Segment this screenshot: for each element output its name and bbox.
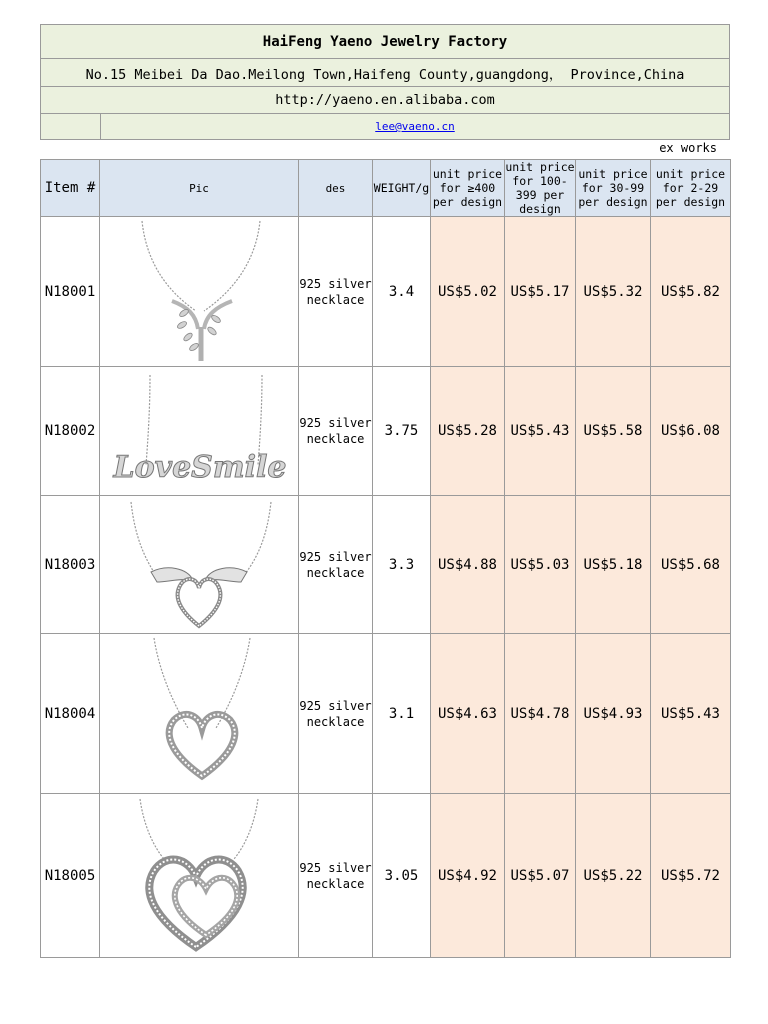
- price-2: US$6.08: [651, 367, 731, 496]
- leaf-branch-necklace-image: [124, 219, 274, 365]
- price-30: US$5.58: [576, 367, 651, 496]
- price-30: US$5.22: [576, 794, 651, 958]
- product-weight: 3.3: [373, 496, 431, 634]
- email-cell: [101, 114, 730, 140]
- price-2: US$5.72: [651, 794, 731, 958]
- product-image-cell: [100, 367, 299, 496]
- item-number: N18001: [41, 217, 100, 367]
- price-2: US$5.82: [651, 217, 731, 367]
- product-weight: 3.1: [373, 634, 431, 794]
- product-weight: 3.75: [373, 367, 431, 496]
- price-400: US$4.63: [431, 634, 505, 794]
- header-price-400: unit price for ≥400 per design: [431, 160, 505, 217]
- table-row: [41, 634, 731, 794]
- table-header-row: [41, 160, 731, 217]
- love-smile-necklace-image: [113, 369, 287, 493]
- product-image-cell: [100, 496, 299, 634]
- price-2: US$5.68: [651, 496, 731, 634]
- product-weight: 3.05: [373, 794, 431, 958]
- double-heart-necklace-image: [124, 797, 274, 955]
- product-image-cell: [100, 217, 299, 367]
- price-2: US$5.43: [651, 634, 731, 794]
- price-30: US$4.93: [576, 634, 651, 794]
- header-price-30: unit price for 30-99 per design: [576, 160, 651, 217]
- email-link[interactable]: lee@vaeno.cn: [375, 120, 455, 133]
- price-100: US$5.03: [505, 496, 576, 634]
- header-price-2: unit price for 2-29 per design: [651, 160, 731, 217]
- email-label-cell: [41, 114, 101, 140]
- table-row: [41, 217, 731, 367]
- product-description: 925 silver necklace: [299, 217, 373, 367]
- company-name: HaiFeng Yaeno Jewelry Factory: [41, 25, 730, 59]
- header-price-100: unit price for 100-399 per design: [505, 160, 575, 216]
- product-image-cell: [100, 794, 299, 958]
- header-item: Item #: [41, 160, 100, 217]
- item-number: N18005: [41, 794, 100, 958]
- product-description: 925 silver necklace: [299, 634, 373, 794]
- price-400: US$4.92: [431, 794, 505, 958]
- price-400: US$5.28: [431, 367, 505, 496]
- product-image-cell: [100, 634, 299, 794]
- item-number: N18004: [41, 634, 100, 794]
- price-100: US$5.43: [505, 367, 576, 496]
- winged-heart-necklace-image: [121, 498, 277, 632]
- header-pic: Pic: [100, 160, 299, 217]
- header-des: des: [299, 160, 373, 217]
- table-row: [41, 794, 731, 958]
- product-description: 925 silver necklace: [299, 794, 373, 958]
- price-table: [40, 159, 731, 958]
- product-weight: 3.4: [373, 217, 431, 367]
- item-number: N18003: [41, 496, 100, 634]
- price-30: US$5.32: [576, 217, 651, 367]
- table-row: [41, 367, 731, 496]
- price-30: US$5.18: [576, 496, 651, 634]
- header-weight: WEIGHT/g: [373, 160, 431, 217]
- price-400: US$5.02: [431, 217, 505, 367]
- product-description: 925 silver necklace: [299, 496, 373, 634]
- product-description: 925 silver necklace: [299, 367, 373, 496]
- company-header: [40, 24, 730, 140]
- heart-necklace-image: [124, 636, 274, 791]
- price-100: US$4.78: [505, 634, 576, 794]
- table-row: [41, 496, 731, 634]
- price-400: US$4.88: [431, 496, 505, 634]
- love-smile-text: LoveSmile: [113, 450, 287, 485]
- terms-label: ex works: [659, 141, 717, 155]
- company-address: No.15 Meibei Da Dao.Meilong Town,Haifeng County,guangdong， Province,China: [41, 59, 730, 87]
- price-100: US$5.17: [505, 217, 576, 367]
- price-100: US$5.07: [505, 794, 576, 958]
- item-number: N18002: [41, 367, 100, 496]
- company-website: http://yaeno.en.alibaba.com: [41, 87, 730, 114]
